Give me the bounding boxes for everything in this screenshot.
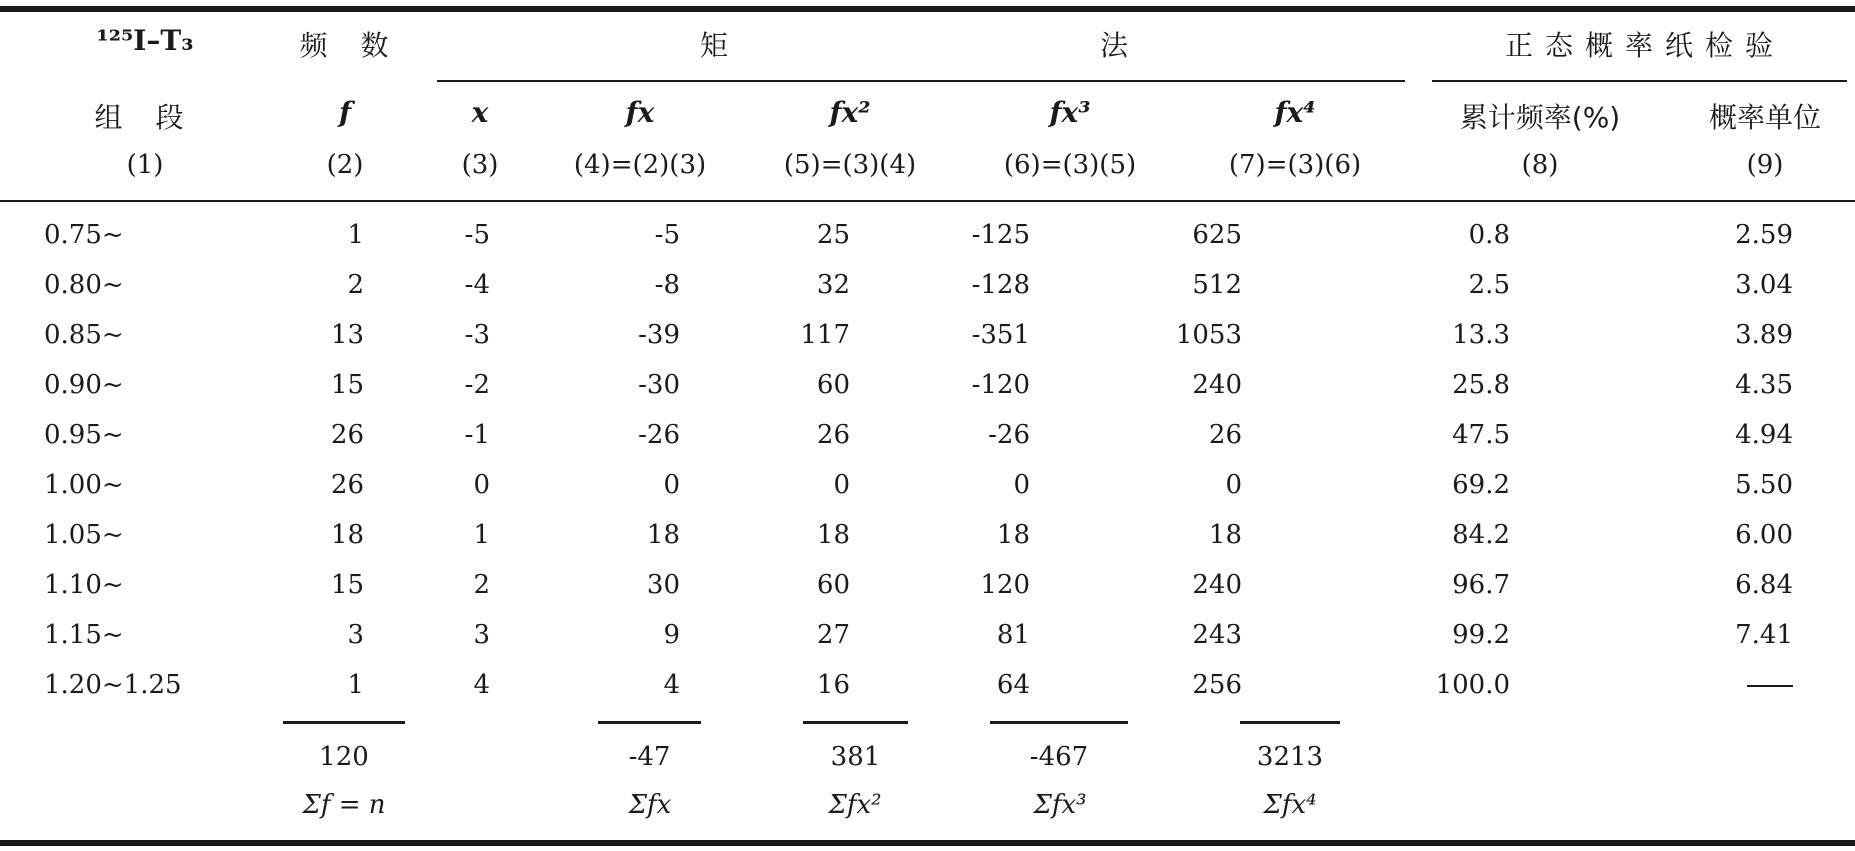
cell-value-f: 13 — [330, 320, 364, 350]
cell-x — [406, 260, 506, 310]
cell-value-fx4: 512 — [1192, 270, 1242, 300]
cell-value-fx2: 16 — [816, 670, 850, 700]
header-fx4-label: fx⁴ — [1274, 96, 1316, 129]
cell-fx — [506, 310, 704, 360]
cell-value-fx4: 240 — [1192, 370, 1242, 400]
cell-value-cum: 25.8 — [1452, 370, 1510, 400]
cell-cum — [1300, 660, 1570, 710]
cell-value-fx2: 60 — [816, 370, 850, 400]
header-cum-label: 累计频率(%) — [1459, 101, 1621, 134]
cell-x — [406, 660, 506, 710]
cell-value-x: 3 — [473, 620, 490, 650]
cell-fx — [506, 460, 704, 510]
cell-value-fx3: -120 — [971, 370, 1030, 400]
cell-fx4 — [1080, 210, 1300, 260]
cell-value-prob: 6.84 — [1735, 570, 1793, 600]
cell-value-fx: -26 — [638, 420, 680, 450]
cell-fx3 — [884, 510, 1080, 560]
cell-value-fx: 0 — [663, 470, 680, 500]
cell-value-fx: 9 — [663, 620, 680, 650]
cell-value-fx: 18 — [646, 520, 680, 550]
total-fx-label: Σfx — [628, 790, 672, 820]
cell-value-fx: 4 — [663, 670, 680, 700]
cell-value-f: 18 — [330, 520, 364, 550]
cell-fx4 — [1080, 310, 1300, 360]
cell-fx2 — [704, 210, 884, 260]
header-prob-num: (9) — [1746, 150, 1784, 180]
cell-value-cum: 69.2 — [1452, 470, 1510, 500]
total-fx4: 3213 — [1256, 742, 1324, 772]
header-f-label: f — [338, 96, 352, 129]
cell-value-fx3: 64 — [996, 670, 1030, 700]
cell-fx4 — [1080, 660, 1300, 710]
cell-value-cum: 13.3 — [1452, 320, 1510, 350]
cell-value-x: -1 — [464, 420, 490, 450]
header-f-num: (2) — [326, 150, 364, 180]
cell-cum — [1300, 610, 1570, 660]
cell-fx4 — [1080, 610, 1300, 660]
cell-value-cum: 100.0 — [1435, 670, 1510, 700]
cell-f — [240, 210, 406, 260]
cell-value-fx: -8 — [654, 270, 680, 300]
cell-prob — [1570, 460, 1855, 510]
cell-prob — [1570, 510, 1855, 560]
header-fx3-num: (6)=(3)(5) — [1003, 150, 1137, 180]
total-fx2: 381 — [830, 742, 881, 772]
table-bottom-rule — [0, 840, 1855, 846]
cell-group: 0.75~ — [44, 220, 124, 250]
cell-cum — [1300, 560, 1570, 610]
sum-line-fx — [598, 721, 701, 724]
header-group-top: ¹²⁵I–T₃ — [96, 24, 194, 57]
normal-test-rule — [1432, 80, 1847, 82]
cell-value-prob — [1570, 670, 1855, 700]
header-fx3-label: fx³ — [1049, 96, 1091, 129]
cell-value-prob: 3.89 — [1735, 320, 1793, 350]
cell-value-fx2: 27 — [816, 620, 850, 650]
cell-prob — [1570, 610, 1855, 660]
cell-cum — [1300, 260, 1570, 310]
cell-value-fx3: 18 — [996, 520, 1030, 550]
header-moment-left: 矩 — [699, 29, 740, 62]
total-fx: -47 — [628, 742, 671, 772]
cell-value-fx: -5 — [654, 220, 680, 250]
cell-fx4 — [1080, 410, 1300, 460]
cell-group: 0.90~ — [44, 370, 124, 400]
cell-value-fx4: 18 — [1208, 520, 1242, 550]
cell-value-fx4: 625 — [1192, 220, 1242, 250]
moment-method-rule — [437, 80, 1405, 82]
cell-value-fx3: -26 — [988, 420, 1030, 450]
cell-fx4 — [1080, 510, 1300, 560]
header-fx2-label: fx² — [829, 96, 871, 129]
empty-dash — [1747, 685, 1793, 687]
header-fx-num: (4)=(2)(3) — [573, 150, 707, 180]
cell-fx3 — [884, 610, 1080, 660]
cell-value-fx: -39 — [638, 320, 680, 350]
header-fx2-num: (5)=(3)(4) — [783, 150, 917, 180]
cell-fx3 — [884, 210, 1080, 260]
cell-value-cum: 96.7 — [1452, 570, 1510, 600]
cell-prob — [1570, 210, 1855, 260]
table-row — [0, 360, 1855, 410]
table-row — [0, 510, 1855, 560]
table-top-rule — [0, 6, 1855, 12]
cell-value-cum: 84.2 — [1452, 520, 1510, 550]
total-fx3: -467 — [1029, 742, 1089, 772]
cell-group: 1.15~ — [44, 620, 124, 650]
cell-value-prob: 4.94 — [1735, 420, 1793, 450]
cell-value-fx4: 240 — [1192, 570, 1242, 600]
header-bottom-rule — [0, 200, 1855, 202]
cell-fx2 — [704, 310, 884, 360]
cell-value-fx2: 32 — [816, 270, 850, 300]
header-freq-top: 频 数 — [299, 29, 401, 62]
cell-fx — [506, 210, 704, 260]
cell-value-fx2: 25 — [816, 220, 850, 250]
cell-fx2 — [704, 610, 884, 660]
cell-f — [240, 410, 406, 460]
cell-value-fx2: 0 — [833, 470, 850, 500]
header-fx-label: fx — [625, 96, 655, 129]
cell-fx3 — [884, 560, 1080, 610]
cell-cum — [1300, 210, 1570, 260]
cell-value-fx4: 243 — [1192, 620, 1242, 650]
total-fx4-label: Σfx⁴ — [1263, 790, 1317, 820]
cell-prob — [1570, 360, 1855, 410]
cell-x — [406, 460, 506, 510]
cell-fx3 — [884, 460, 1080, 510]
cell-f — [240, 460, 406, 510]
cell-fx — [506, 660, 704, 710]
cell-value-cum: 2.5 — [1468, 270, 1510, 300]
cell-fx4 — [1080, 260, 1300, 310]
header-prob-label: 概率单位 — [1708, 101, 1821, 134]
cell-value-x: 4 — [473, 670, 490, 700]
total-f: 120 — [319, 742, 369, 772]
cell-f — [240, 310, 406, 360]
cell-x — [406, 360, 506, 410]
cell-group: 0.95~ — [44, 420, 124, 450]
cell-value-fx3: 120 — [980, 570, 1030, 600]
cell-fx2 — [704, 560, 884, 610]
cell-value-f: 15 — [330, 370, 364, 400]
cell-group: 1.00~ — [44, 470, 124, 500]
cell-group: 1.10~ — [44, 570, 124, 600]
total-fx3-label: Σfx³ — [1033, 790, 1087, 820]
cell-fx4 — [1080, 560, 1300, 610]
cell-cum — [1300, 460, 1570, 510]
cell-f — [240, 510, 406, 560]
header-group-num: (1) — [126, 150, 164, 180]
header-x-label: x — [471, 96, 489, 129]
header-group-label: 组 段 — [94, 101, 196, 134]
cell-cum — [1300, 310, 1570, 360]
table-row — [0, 660, 1855, 710]
cell-fx3 — [884, 660, 1080, 710]
cell-value-fx2: 117 — [800, 320, 850, 350]
cell-value-f: 26 — [330, 470, 364, 500]
cell-fx2 — [704, 460, 884, 510]
cell-cum — [1300, 360, 1570, 410]
total-f-label: Σf = n — [302, 790, 386, 820]
cell-value-fx4: 26 — [1208, 420, 1242, 450]
cell-value-x: 0 — [473, 470, 490, 500]
header-fx4-num: (7)=(3)(6) — [1228, 150, 1362, 180]
cell-value-cum: 0.8 — [1468, 220, 1510, 250]
cell-f — [240, 660, 406, 710]
cell-value-x: 2 — [473, 570, 490, 600]
cell-cum — [1300, 410, 1570, 460]
table-row — [0, 460, 1855, 510]
cell-value-x: -2 — [464, 370, 490, 400]
header-normal-title: 正态概率纸检验 — [1504, 29, 1785, 62]
cell-value-prob: 2.59 — [1735, 220, 1793, 250]
cell-value-fx2: 60 — [816, 570, 850, 600]
cell-fx — [506, 360, 704, 410]
cell-f — [240, 260, 406, 310]
cell-prob — [1570, 410, 1855, 460]
cell-x — [406, 410, 506, 460]
cell-f — [240, 610, 406, 660]
cell-value-cum: 47.5 — [1452, 420, 1510, 450]
cell-x — [406, 210, 506, 260]
sum-line-fx3 — [990, 721, 1128, 724]
cell-fx3 — [884, 360, 1080, 410]
sum-line-fx4 — [1240, 721, 1340, 724]
cell-x — [406, 510, 506, 560]
cell-fx2 — [704, 410, 884, 460]
cell-fx2 — [704, 260, 884, 310]
cell-value-prob: 5.50 — [1735, 470, 1793, 500]
cell-value-f: 26 — [330, 420, 364, 450]
cell-x — [406, 610, 506, 660]
cell-group: 1.05~ — [44, 520, 124, 550]
cell-fx3 — [884, 260, 1080, 310]
cell-fx — [506, 510, 704, 560]
table-row — [0, 410, 1855, 460]
cell-value-fx: 30 — [646, 570, 680, 600]
cell-value-fx3: -128 — [971, 270, 1030, 300]
cell-value-x: -5 — [464, 220, 490, 250]
total-fx2-label: Σfx² — [828, 790, 882, 820]
cell-fx — [506, 610, 704, 660]
cell-value-cum: 99.2 — [1452, 620, 1510, 650]
table-row — [0, 610, 1855, 660]
cell-fx — [506, 410, 704, 460]
header-moment-right: 法 — [1099, 29, 1140, 62]
cell-value-fx4: 1053 — [1175, 320, 1242, 350]
cell-value-x: -4 — [464, 270, 490, 300]
cell-group: 1.20~1.25 — [44, 670, 182, 700]
cell-value-prob: 6.00 — [1735, 520, 1793, 550]
cell-fx — [506, 560, 704, 610]
cell-f — [240, 360, 406, 410]
cell-prob — [1570, 260, 1855, 310]
cell-value-prob: 4.35 — [1735, 370, 1793, 400]
cell-fx2 — [704, 510, 884, 560]
sum-line-f — [283, 721, 405, 724]
cell-fx3 — [884, 410, 1080, 460]
cell-group: 0.80~ — [44, 270, 124, 300]
table-row — [0, 310, 1855, 360]
cell-value-f: 15 — [330, 570, 364, 600]
cell-fx2 — [704, 660, 884, 710]
table-row — [0, 260, 1855, 310]
cell-fx4 — [1080, 460, 1300, 510]
cell-prob — [1570, 560, 1855, 610]
cell-value-f: 3 — [347, 620, 364, 650]
data-table — [0, 210, 1855, 710]
cell-value-f: 1 — [347, 670, 364, 700]
cell-value-fx4: 0 — [1225, 470, 1242, 500]
cell-value-x: -3 — [464, 320, 490, 350]
cell-fx — [506, 260, 704, 310]
cell-value-fx2: 26 — [816, 420, 850, 450]
header-cum-num: (8) — [1521, 150, 1559, 180]
cell-value-fx3: 0 — [1013, 470, 1030, 500]
sum-line-fx2 — [803, 721, 908, 724]
table-row — [0, 560, 1855, 610]
cell-value-fx2: 18 — [816, 520, 850, 550]
cell-value-f: 2 — [347, 270, 364, 300]
cell-value-fx3: -125 — [971, 220, 1030, 250]
cell-prob — [1570, 660, 1855, 710]
cell-x — [406, 310, 506, 360]
cell-value-fx3: -351 — [971, 320, 1030, 350]
cell-f — [240, 560, 406, 610]
cell-value-f: 1 — [347, 220, 364, 250]
cell-value-fx4: 256 — [1192, 670, 1242, 700]
cell-value-fx3: 81 — [996, 620, 1030, 650]
cell-fx3 — [884, 310, 1080, 360]
cell-x — [406, 560, 506, 610]
cell-cum — [1300, 510, 1570, 560]
table-row — [0, 210, 1855, 260]
cell-value-prob: 7.41 — [1735, 620, 1793, 650]
cell-prob — [1570, 310, 1855, 360]
cell-group: 0.85~ — [44, 320, 124, 350]
cell-fx4 — [1080, 360, 1300, 410]
cell-fx2 — [704, 360, 884, 410]
cell-value-prob: 3.04 — [1735, 270, 1793, 300]
cell-value-x: 1 — [473, 520, 490, 550]
header-x-num: (3) — [461, 150, 499, 180]
cell-value-fx: -30 — [638, 370, 680, 400]
